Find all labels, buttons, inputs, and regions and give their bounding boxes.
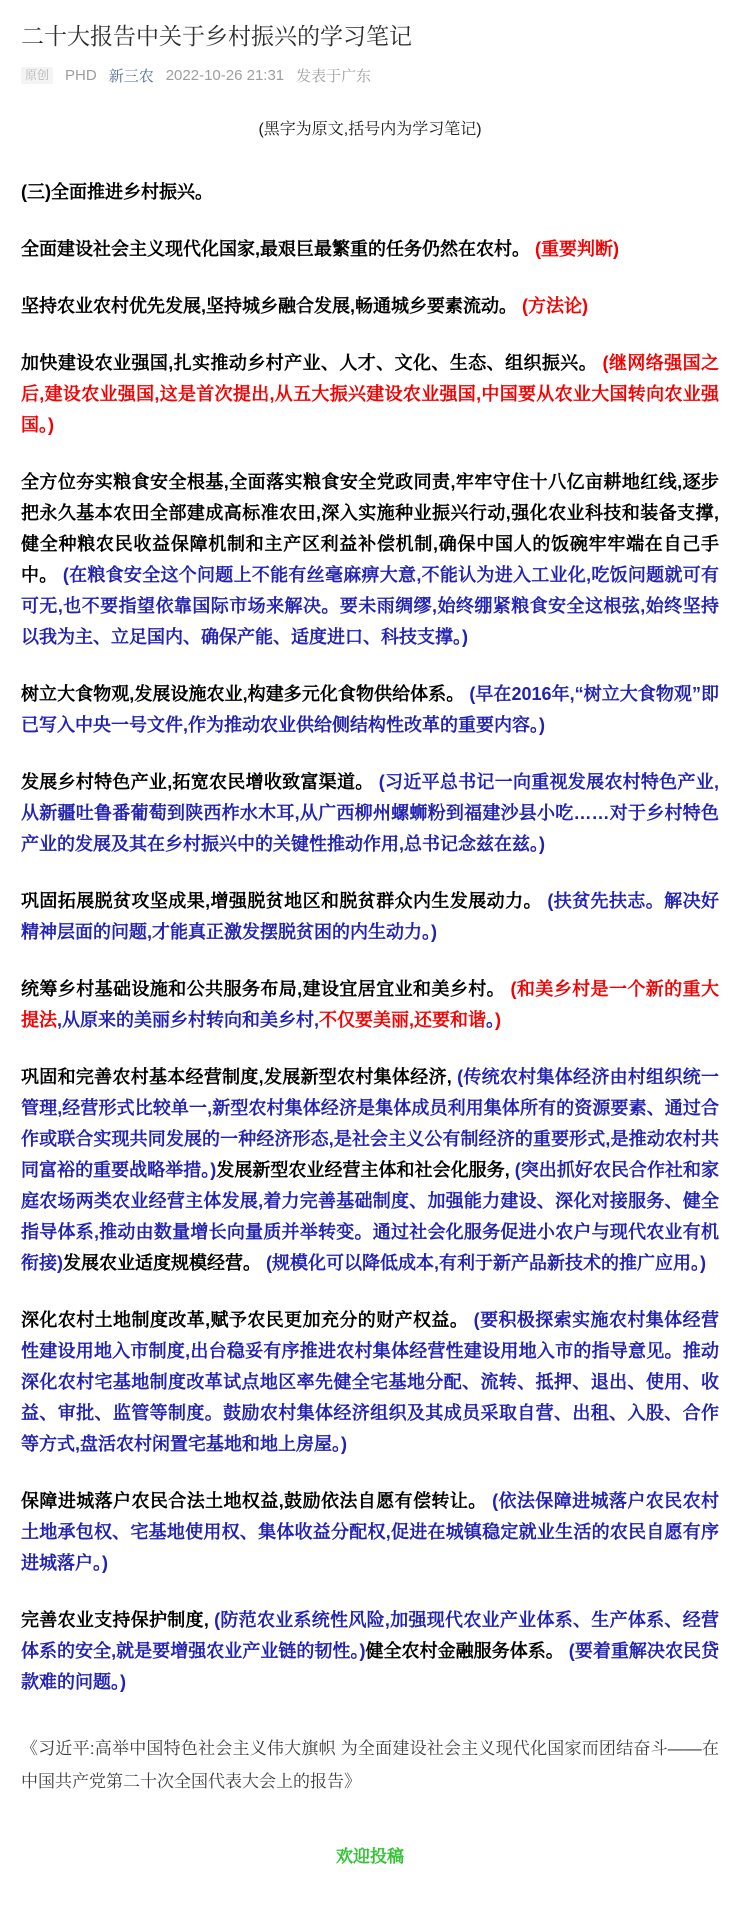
- text-run-blue: (突出抓好农民合作社和家庭农场两类农业经营主体发展,着力完善基础制度、加强能力建设、深化对接服务、健全指导体系,推动由数量增长向量质并举转变。通过社会化服务促进小农户与现代农业有机衔接): [21, 1160, 720, 1274]
- text-run-black: 深化农村土地制度改革,赋予农民更加充分的财产权益。: [21, 1310, 469, 1331]
- text-run-red: (继网络强国之后,建设农业强国,这是首次提出,从五大振兴建设农业强国,中国要从农业大国转向农业强国。): [21, 353, 720, 436]
- text-run-black: 健全农村金融服务体系。: [365, 1641, 564, 1662]
- text-run-red: 不仅要美丽,还要和谐: [319, 1010, 487, 1031]
- text-run-black: 加快建设农业强国,扎实推动乡村产业、人才、文化、生态、组织振兴。: [21, 353, 598, 374]
- text-run-blue: (习近平总书记一向重视发展农村特色产业,从新疆吐鲁番葡萄到陕西柞水木耳,从广西柳州螺蛳粉到福建沙县小吃……对于乡村特色产业的发展及其在乡村振兴中的关键性推动作用,总书记念兹在兹。): [21, 772, 719, 855]
- article-meta: [21, 65, 719, 86]
- paragraph: [21, 679, 719, 741]
- text-run-blue: (要着重解决农民贷款难的问题。): [21, 1641, 719, 1693]
- text-run-black: 发展新型农业经营主体和社会化服务,: [216, 1160, 510, 1181]
- paragraph: [21, 348, 719, 441]
- paragraph: [21, 974, 719, 1036]
- text-run-blue: (规模化可以降低成本,有利于新产品新技术的推广应用。): [261, 1253, 706, 1274]
- source-citation: 《习近平:高举中国特色社会主义伟大旗帜 为全面建设社会主义现代化国家而团结奋斗——在中国共产党第二十次全国代表大会上的报告》: [21, 1739, 719, 1792]
- paragraph: [21, 1605, 719, 1698]
- text-run-black: 全方位夯实粮食安全根基,全面落实粮食安全党政同责,牢牢守住十八亿亩耕地红线,逐步把永久基本农田全部建成高标准农田,深入实施种业振兴行动,强化农业科技和装备支撑,健全种粮农民收益保障机制和主产区利益补偿机制,确保中国人的饭碗牢牢端在自己手中。: [21, 472, 719, 586]
- paragraph: [21, 1062, 719, 1279]
- paragraph: [21, 291, 719, 322]
- text-run-blue: ,从原来的美丽乡村转向和美乡村,: [57, 1010, 320, 1031]
- text-run-black: 坚持农业农村优先发展,坚持城乡融合发展,畅通城乡要素流动。: [21, 296, 517, 317]
- paragraph: [21, 767, 719, 860]
- text-run-red: (方法论): [517, 296, 588, 317]
- section-heading: (三)全面推进乡村振兴。: [21, 182, 213, 203]
- text-run-blue: (早在2016年,“树立大食物观”即已写入中央一号文件,作为推动农业供给侧结构性改革的重要内容。): [21, 684, 720, 736]
- text-run-black: 巩固拓展脱贫攻坚成果,增强脱贫地区和脱贫群众内生发展动力。: [21, 891, 542, 912]
- paragraph: [21, 234, 719, 265]
- legend-note: (黑字为原文,括号内为学习笔记): [258, 121, 482, 139]
- text-run-blue: (扶贫先扶志。解决好精神层面的问题,才能真正激发摆脱贫困的内生动力。): [21, 891, 720, 943]
- text-run-blue: 。: [486, 1010, 496, 1031]
- text-run-black: 发展乡村特色产业,拓宽农民增收致富渠道。: [21, 772, 374, 793]
- page-title: 二十大报告中关于乡村振兴的学习笔记: [21, 23, 412, 49]
- paragraph: [21, 886, 719, 948]
- account-link[interactable]: 新三农: [108, 68, 154, 86]
- original-badge: 原创: [21, 67, 53, 85]
- text-run-black: 发展农业适度规模经营。: [63, 1253, 261, 1274]
- text-run-black: 巩固和完善农村基本经营制度,发展新型农村集体经济,: [21, 1067, 452, 1088]
- publish-date: 2022-10-26 21:31: [165, 67, 285, 85]
- text-run-black: 保障进城落户农民合法土地权益,鼓励依法自愿有偿转让。: [21, 1491, 487, 1512]
- paragraph: [21, 467, 719, 653]
- text-run-black: 完善农业支持保护制度,: [21, 1610, 209, 1631]
- text-run-blue: (传统农村集体经济由村组织统一管理,经营形式比较单一,新型农村集体经济是集体成员利用集体所有的资源要素、通过合作或联合实现共同发展的一种经济形态,是社会主义公有制经济的重要形式,是推动农村共同富裕的重要战略举措。): [21, 1067, 720, 1181]
- text-run-red: (和美乡村是一个新的重大提法: [21, 979, 719, 1031]
- text-run-blue: (防范农业系统性风险,加强现代农业产业体系、生产体系、经营体系的安全,就是要增强农业产业链的韧性。): [21, 1610, 720, 1662]
- submission-call: 欢迎投稿: [336, 1847, 404, 1867]
- article-body: [21, 234, 719, 1698]
- text-run-blue: (依法保障进城落户农民农村土地承包权、宅基地使用权、集体收益分配权,促进在城镇稳定就业生活的农民自愿有序进城落户。): [21, 1491, 719, 1574]
- paragraph: [21, 1305, 719, 1460]
- text-run-blue: (在粮食安全这个问题上不能有丝毫麻痹大意,不能认为进入工业化,吃饭问题就可有可无,也不要指望依靠国际市场来解决。要未雨绸缪,始终绷紧粮食安全这根弦,始终坚持以我为主、立足国内、确保产能、适度进口、科技支撑。): [21, 565, 720, 648]
- text-run-red: (重要判断): [530, 239, 619, 260]
- text-run-blue: (要积极探索实施农村集体经营性建设用地入市制度,出台稳妥有序推进农村集体经营性建设用地入市的指导意见。推动深化农村宅基地制度改革试点地区率先健全宅基地分配、流转、抵押、退出、使用、收益、审批、监管等制度。鼓励农村集体经济组织及其成员采取自营、出租、入股、合作等方式,盘活农村闲置宅基地和地上房屋。): [21, 1310, 720, 1455]
- text-run-black: 全面建设社会主义现代化国家,最艰巨最繁重的任务仍然在农村。: [21, 239, 530, 260]
- author-name: PHD: [65, 67, 97, 85]
- paragraph: [21, 1486, 719, 1579]
- text-run-red: ): [495, 1010, 502, 1031]
- text-run-black: 统筹乡村基础设施和公共服务布局,建设宜居宜业和美乡村。: [21, 979, 506, 1000]
- publish-location: 发表于广东: [296, 68, 372, 86]
- text-run-black: 树立大食物观,发展设施农业,构建多元化食物供给体系。: [21, 684, 465, 705]
